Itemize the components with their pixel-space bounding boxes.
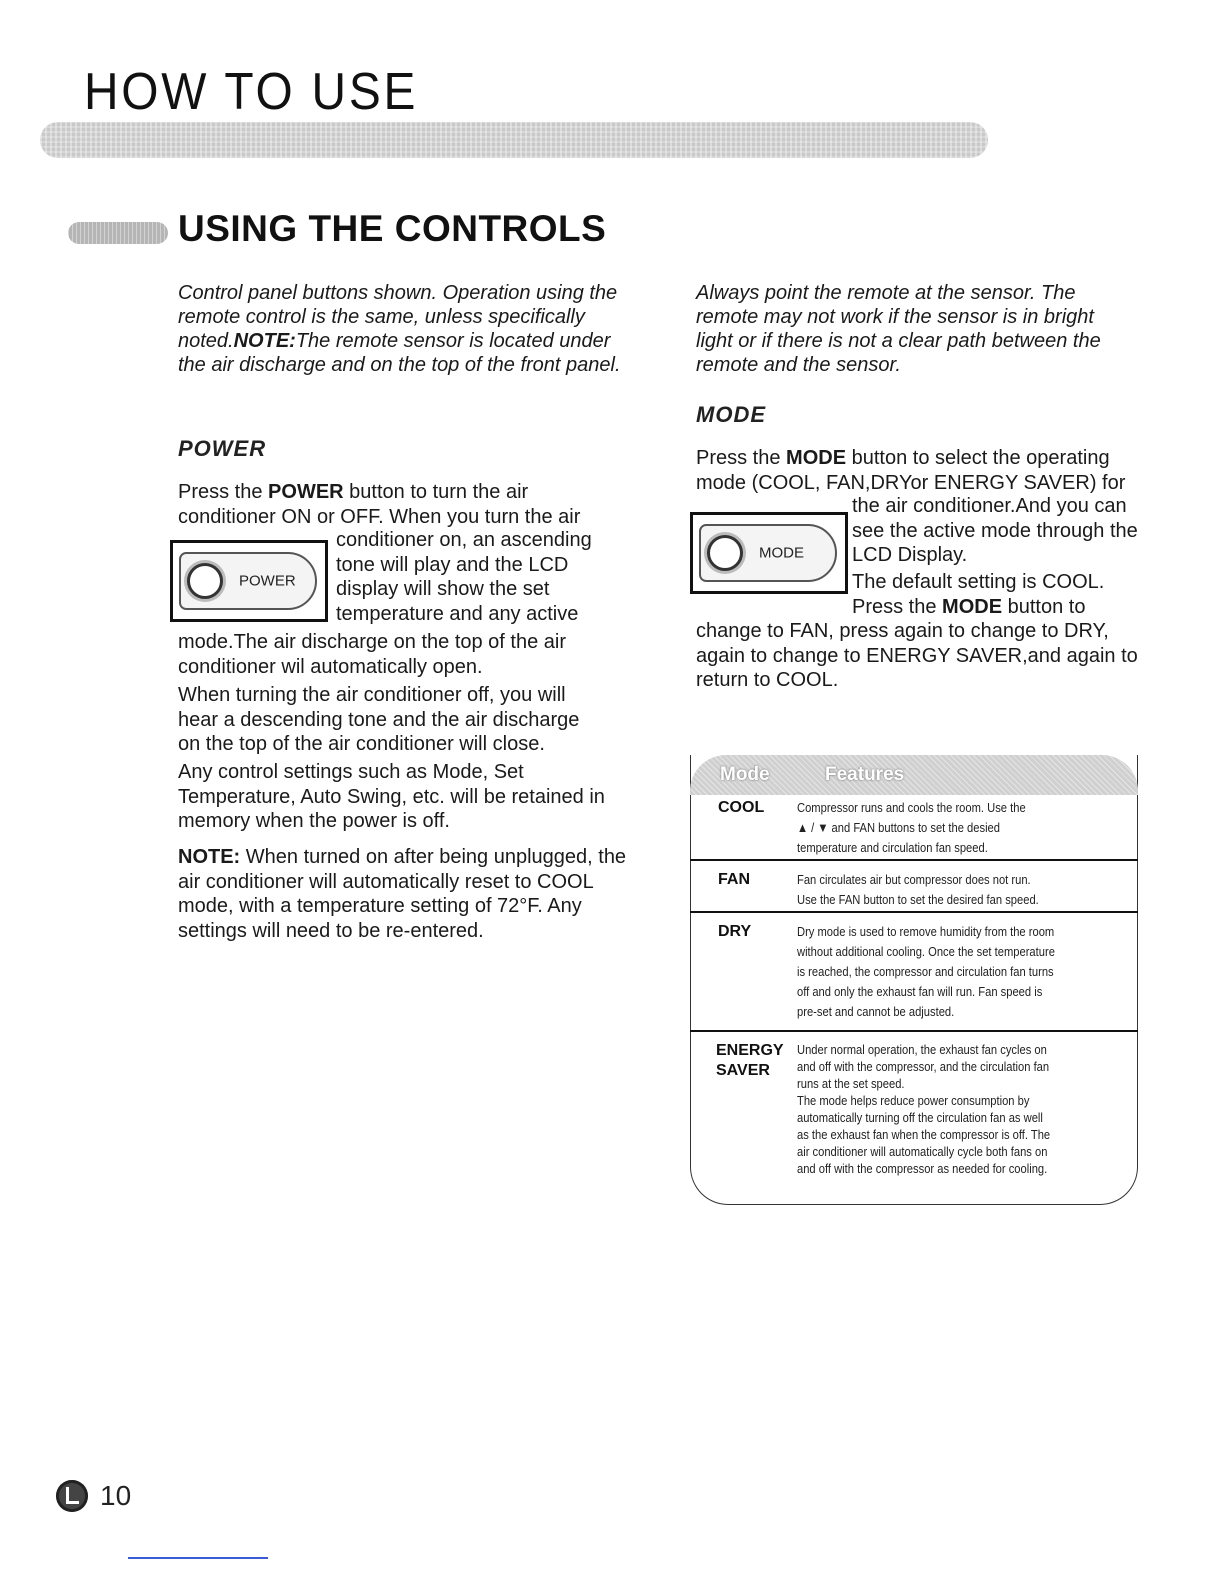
mode-fan-label: FAN (718, 871, 750, 888)
page-header-title: HOW TO USE (84, 63, 419, 121)
power-heading: POWER (178, 436, 267, 461)
section-bullet-icon (68, 222, 168, 244)
mode-circle-icon (707, 535, 743, 571)
table-header-features: Features (825, 764, 905, 785)
page-number: 10 (100, 1480, 132, 1511)
mode-paragraph-1e: Press the MODE button to (852, 596, 1086, 618)
power-bold: POWER (268, 481, 344, 503)
power-paragraph-1a: Press the POWER button to turn the air conditioner ON or OFF. When you turn the air (178, 481, 581, 528)
mode-paragraph-1f: change to FAN, press again to change to DRY, again to change to ENERGY SAVER,and again to return to COOL. (696, 620, 1138, 691)
note-text: When turned on after being unplugged, the air conditioner will automatically reset to COOL mode, with a temperature setting of 72°F. Any settings will need to be re-entered. (178, 846, 627, 942)
left-intro-text-2: The remote sensor is located under the air discharge and on the top of the front panel. (178, 330, 621, 376)
power-note (178, 845, 628, 943)
note-label: NOTE: (178, 846, 241, 868)
header-decorative-bar (40, 122, 988, 158)
mode-bold: MODE (786, 447, 847, 469)
mode-paragraph-1c: the air conditioner.And you can see the active mode through the LCD Display. (852, 495, 1138, 566)
power-button-shape (179, 552, 317, 610)
mode-bold-2: MODE (942, 596, 1003, 618)
mode-button-illustration (690, 512, 848, 594)
row-divider (690, 859, 1138, 861)
power-paragraph-3: Any control settings such as Mode, Set Temperature, Auto Swing, etc. will be retained in memory when the power is off. (178, 761, 605, 832)
table-header-mode: Mode (720, 764, 770, 785)
power-button-illustration (170, 540, 328, 622)
mode-dry-desc: Dry mode is used to remove humidity from the room without additional cooling. Once the set temperature is reached, the compressor and circulation fan turns off and only the exhaust fan will run. Fan speed is pre-set and cannot be adjusted. (797, 924, 1055, 1019)
power-paragraph-2: When turning the air conditioner off, you will hear a descending tone and the air discharge on the top of the air conditioner will close. (178, 684, 580, 755)
mode-button-label: MODE (759, 544, 804, 562)
mode-heading: MODE (696, 402, 766, 427)
left-intro (178, 281, 628, 377)
power-button-label: POWER (239, 572, 296, 590)
mode-cool-label: COOL (718, 799, 765, 816)
mode-energy-saver-desc: Under normal operation, the exhaust fan cycles on and off with the compressor, and the circulation fan runs at the set speed. The mode helps reduce power consumption by automatically turning off the circulation fan as well as the exhaust fan when the compressor is off. The air conditioner will automatically cycle both fans on and off with the compressor as needed for cooling. (797, 1042, 1051, 1176)
footer-divider (128, 1557, 268, 1559)
power-circle-icon (187, 563, 223, 599)
left-intro-note-label: NOTE: (233, 330, 296, 352)
mode-fan-desc: Fan circulates air but compressor does not run. Use the FAN button to set the desired fan speed. (797, 872, 1039, 907)
mode-paragraph-1a: Press the MODE button to select the operating mode (COOL, FAN,DRYor ENERGY SAVER) for (696, 447, 1126, 494)
left-intro-text: Control panel buttons shown. Operation using the remote control is the same, unless specifically noted. (178, 282, 618, 352)
power-paragraph-1c: conditioner on, an ascending tone will play and the LCD display will show the set temperature and any active (336, 529, 592, 625)
mode-paragraph-1d: The default setting is COOL. (852, 571, 1105, 593)
right-intro: Always point the remote at the sensor. The remote may not work if the sensor is in bright light or if there is not a clear path between the remote and the sensor. (696, 282, 1101, 376)
mode-button-shape (699, 524, 837, 582)
row-divider (690, 1030, 1138, 1032)
section-title: USING THE CONTROLS (178, 208, 607, 249)
mode-cool-desc: Compressor runs and cools the room. Use the ▲ / ▼ and FAN buttons to set the desied temperature and circulation fan speed. (797, 800, 1026, 855)
power-paragraph-1d: mode.The air discharge on the top of the air conditioner wil automatically open. (178, 631, 567, 678)
mode-dry-label: DRY (718, 923, 752, 940)
row-divider (690, 911, 1138, 913)
mode-energy-saver-label: ENERGY SAVER (716, 1042, 784, 1079)
lg-logo-icon (56, 1480, 88, 1512)
